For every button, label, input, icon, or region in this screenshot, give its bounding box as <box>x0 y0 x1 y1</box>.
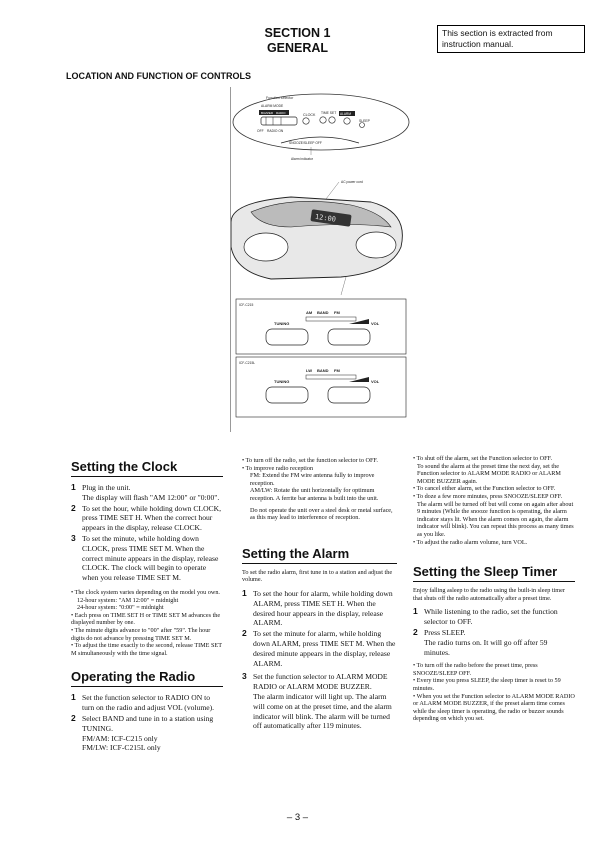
sleep-intro: Enjoy falling asleep to the radio using the built-in sleep timer that shuts off the radio automatically after a preset time. <box>413 587 565 602</box>
svg-text:FM: FM <box>334 310 340 315</box>
section-number: SECTION 1 <box>264 26 331 40</box>
radio-heading: Operating the Radio <box>71 669 196 685</box>
alarm-button <box>344 118 350 124</box>
fig-label-off: OFF <box>257 129 264 133</box>
speaker-left <box>244 233 288 261</box>
fig-label-alarm-indicator: Alarm indicator <box>291 157 313 161</box>
fig-label-sleep: SLEEP <box>359 119 370 123</box>
section-title: GENERAL <box>266 41 329 55</box>
alarm-intro: To set the radio alarm, first tune in to a station and adjust the volume. <box>242 568 393 584</box>
alarm-step-1: 1 To set the hour for alarm, while holding down ALARM, press TIME SET H. When the desired hour appears in the display, release ALARM. <box>242 587 393 628</box>
radio-tips: • To turn off the radio, set the function selector to OFF. • To improve radio reception FM: Extend the FM wire antenna fully to improve reception. AM/LW: Rotate the unit horizontally for optimum reception. A ferrite bar antenna is built into the unit. Do not operate the unit over a steel desk or metal surface, as this may lead to interference of reception. <box>242 457 393 522</box>
middle-column <box>242 457 397 732</box>
speaker-right <box>356 232 396 258</box>
svg-text:BAND: BAND <box>317 368 329 373</box>
sleep-step-2: 2 Press SLEEP. The radio turns on. It will go off after 59 minutes. <box>413 626 548 657</box>
alarm-step-3: 3 Set the function selector to ALARM MODE RADIO or ALARM MODE BUZZER. The alarm indicator will light up. The alarm will come on at the preset time, and the alarm indicator will blink. The alarm will be turned off automatically after 119 minutes. <box>242 671 392 731</box>
clock-step-2: 2 To set the hour, while holding down CLOCK, press TIME SET H. When the correct hour appears in the display, release CLOCK. <box>71 502 222 533</box>
radio-step-1: 1 Set the function selector to RADIO ON to turn on the radio and adjust VOL (volume). <box>71 692 215 713</box>
panel-model1 <box>236 299 406 354</box>
time-set-m-button <box>329 117 335 123</box>
fig-label-buzzer: BUZZER <box>261 111 273 115</box>
svg-text:VOL: VOL <box>371 321 380 326</box>
fig-label-ac-cord: AC power cord <box>341 180 363 184</box>
svg-text:12:00: 12:00 <box>314 212 337 224</box>
extract-note: This section is extracted from instruction manual. <box>437 25 585 53</box>
fig-label-alarm: ALARM <box>340 112 351 116</box>
fig-label-alarm-mode: ALARM MODE <box>261 104 284 108</box>
svg-text:FM: FM <box>334 368 340 373</box>
fig-label-snooze: SNOOZE/SLEEP OFF <box>289 141 322 145</box>
svg-text:VOL: VOL <box>371 379 380 384</box>
alarm-tips: • To shut off the alarm, set the Function selector to OFF. To sound the alarm at the preset time the next day, set the Function selector to ALARM MODE RADIO or ALARM MODE BUZZER again. • To cancel either alarm, set the Function selector to OFF. • To doze a few more minutes, press SNOOZE/SLEEP OFF. The alarm will be turned off but will come on again after about 9 minutes (While the snooze function is operating, the alarm indicator stays lit. When the alarm comes on again, the alarm indicator will blink). You can repeat this process as many times as you like. • To adjust the radio alarm volume, turn VOL. <box>413 455 574 546</box>
right-column <box>413 455 575 723</box>
fig-label-clock: CLOCK <box>303 113 316 117</box>
function-selector <box>261 117 297 125</box>
fig-model2: ICF-C215L <box>239 361 256 365</box>
radio-step-2: 2 Select BAND and tune in to a station using TUNING. FM/AM: ICF-C215 only FM/LW: ICF-C215L only <box>71 712 214 753</box>
svg-text:AM: AM <box>306 310 313 315</box>
sleep-button <box>360 123 365 128</box>
sleep-notes: • To turn off the radio before the preset time, press SNOOZE/SLEEP OFF. • Every time you press SLEEP, the sleep timer is reset to 59 minutes. • When you set the Function selector to ALARM MODE RADIO or ALARM MODE BUZZER, if the preset alarm time comes while the sleep timer is operating, the radio or buzzer sounds depending on which you set. <box>413 662 575 723</box>
sleep-heading: Setting the Sleep Timer <box>413 564 558 580</box>
panel-model2 <box>236 357 406 417</box>
svg-text:BAND: BAND <box>317 310 329 315</box>
alarm-heading: Setting the Alarm <box>242 545 350 561</box>
clock-section <box>71 459 223 754</box>
controls-figure <box>230 87 411 432</box>
clock-button <box>303 118 309 124</box>
fig-label-radio-on: RADIO ON <box>267 129 284 133</box>
fig-label-radio: RADIO <box>276 111 286 115</box>
fig-label-time-set: TIME SET <box>321 111 337 115</box>
time-set-h-button <box>320 117 326 123</box>
fig-label-function: Function selector <box>266 96 294 100</box>
alarm-step-2: 2 To set the minute for alarm, while holding down ALARM, press TIME SET M. When the desired minute appears in the display, release ALARM. <box>242 628 396 668</box>
location-heading: LOCATION AND FUNCTION OF CONTROLS <box>66 71 251 81</box>
clock-heading: Setting the Clock <box>71 459 178 474</box>
radio-illustration <box>231 87 411 432</box>
clock-step-1: 1 Plug in the unit. The display will flash "AM 12:00" or "0:00". <box>71 482 220 502</box>
sleep-step-1: 1 While listening to the radio, set the function selector to OFF. <box>413 606 558 627</box>
svg-text:TUNING: TUNING <box>274 379 290 384</box>
svg-text:LW: LW <box>306 368 312 373</box>
clock-step-3: 3 To set the minute, while holding down CLOCK, press TIME SET M. When the correct minute appears in the display, release CLOCK. The clock will begin to operate when you release TIME SET M. <box>71 532 219 583</box>
clock-notes: • The clock system varies depending on the model you own. 12-hour system: "AM 12:00" = midnight 24-hour system: "0:00" = midnight • Each press on TIME SET H or TIME SET M advances the displayed number by one. • The minute digits advance to "00" after "59". The hour digits do not advance by pressing TIME SET M. • To adjust the time exactly to the second, release TIME SET M simultaneously with the time signal. <box>71 588 222 657</box>
svg-text:TUNING: TUNING <box>274 321 290 326</box>
fig-model1: ICF-C215 <box>239 303 254 307</box>
page-number: – 3 – <box>286 812 309 823</box>
